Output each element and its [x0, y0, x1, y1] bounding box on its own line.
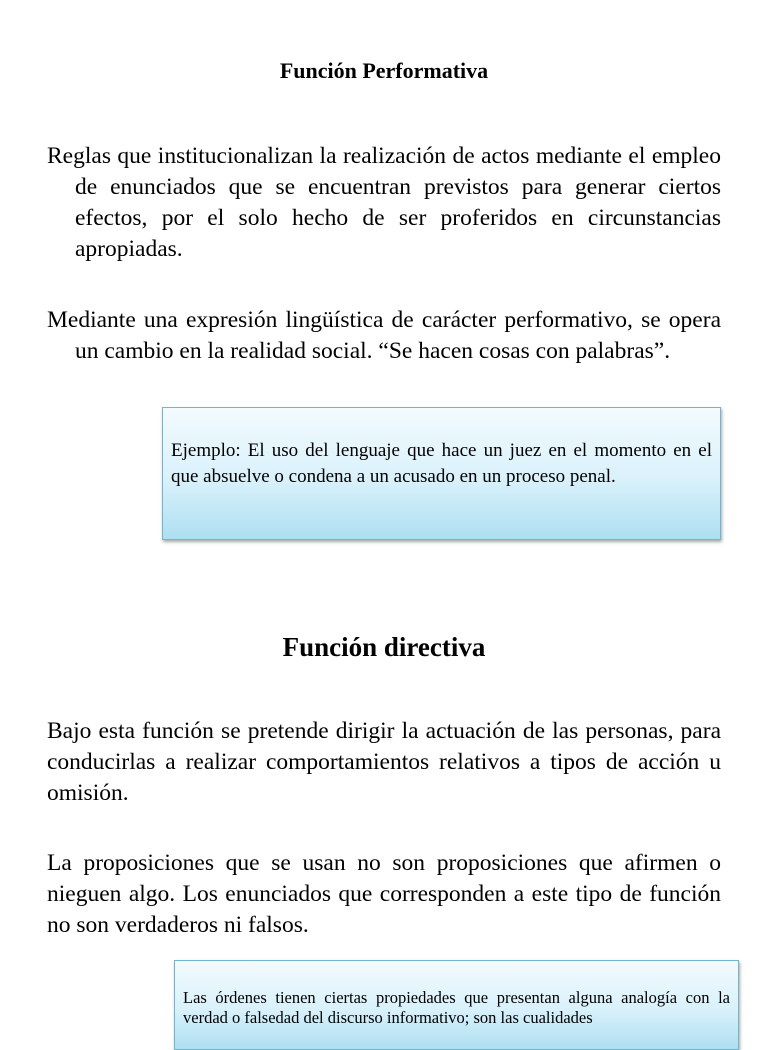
example-text: Ejemplo: El uso del lenguaje que hace un juez en el momento en el que absuelve o condena a un acusado en un proceso penal.	[171, 440, 712, 487]
example-callout	[162, 407, 721, 540]
section-title-directiva: Función directiva	[282, 632, 486, 662]
note-callout	[174, 960, 739, 1050]
paragraph-directive-propositions: La proposiciones que se usan no son proposiciones que afirmen o nieguen algo. Los enunciados que corresponden a este tipo de función no son verdaderos ni falsos.	[47, 850, 721, 938]
paragraph-definition: Reglas que institucionalizan la realización de actos mediante el empleo de enunciados que se encuentran previstos para generar ciertos efectos, por el solo hecho de ser proferidos en circunstancias apropiadas.	[47, 143, 721, 262]
note-text: Las órdenes tienen ciertas propiedades que presentan alguna analogía con la verdad o falsedad del discurso informativo; son las cualidades	[183, 988, 730, 1027]
paragraph-performative-expression: Mediante una expresión lingüística de carácter performativo, se opera un cambio en la realidad social. “Se hacen cosas con palabras”.	[47, 307, 721, 364]
paragraph-directive-purpose: Bajo esta función se pretende dirigir la actuación de las personas, para conducirlas a realizar comportamientos relativos a tipos de acción u omisión.	[47, 718, 721, 806]
section-title-performativa: Función Performativa	[279, 58, 489, 83]
